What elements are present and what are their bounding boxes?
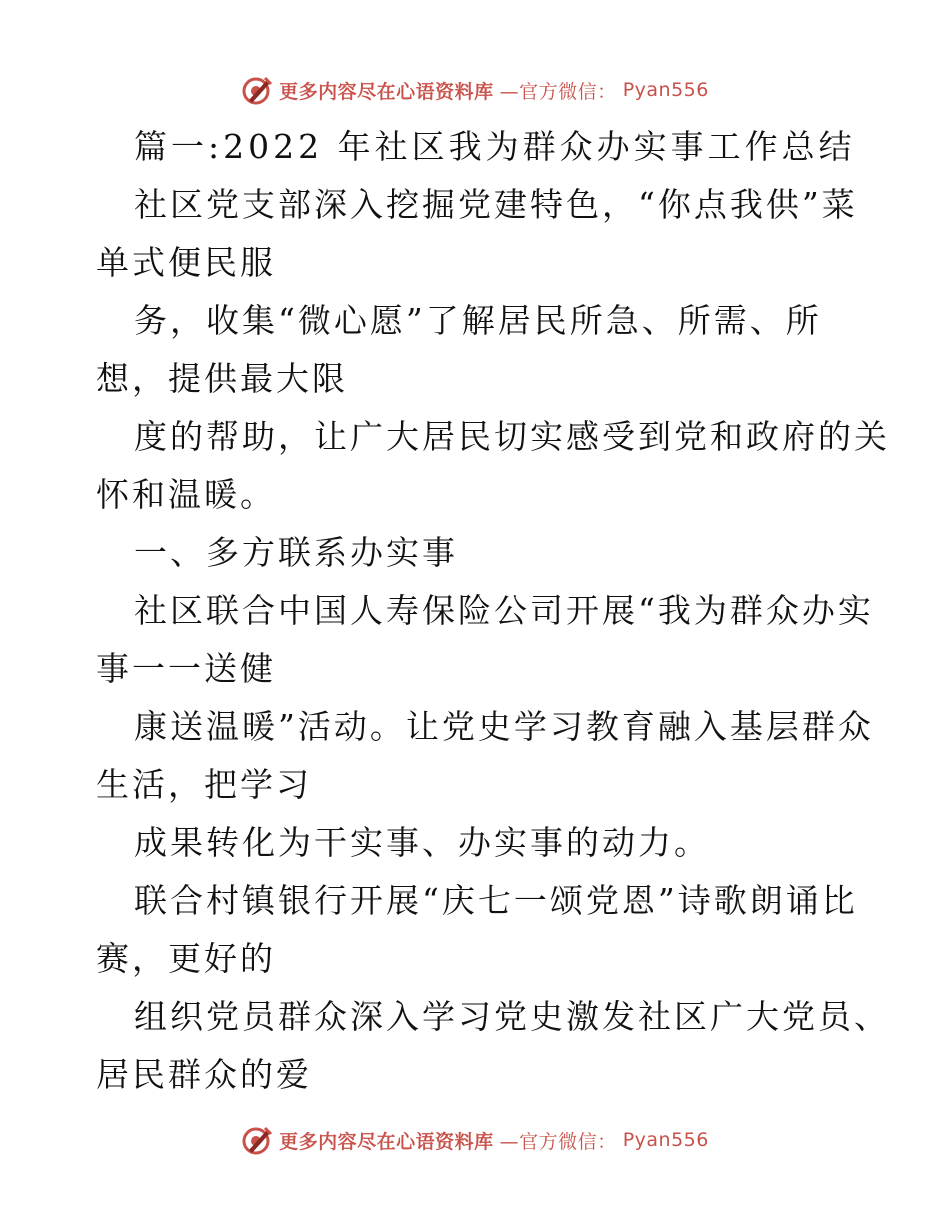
text-line: 单式便民服 xyxy=(96,243,276,282)
text-line: 事一一送健 xyxy=(96,649,276,688)
document-title: 篇一:2022 年社区我为群众办实事工作总结 xyxy=(134,127,856,166)
pen-logo-icon xyxy=(241,1124,273,1156)
text-line: 康送温暖”活动。让党史学习教育融入基层群众 xyxy=(134,707,874,746)
section-heading: 一、多方联系办实事 xyxy=(134,533,458,572)
header-watermark-banner xyxy=(0,70,950,110)
document-body xyxy=(96,118,890,1104)
text-line: 社区联合中国人寿保险公司开展“我为群众办实 xyxy=(134,591,874,630)
footer-watermark-banner xyxy=(0,1120,950,1160)
text-line: 社区党支部深入挖掘党建特色，“你点我供”菜 xyxy=(134,185,858,224)
text-line: 居民群众的爱 xyxy=(96,1055,312,1094)
banner-wechat-id: Pyan556 xyxy=(622,79,709,101)
banner-site-name: 更多内容尽在心语资料库 xyxy=(279,80,494,103)
text-line: 成果转化为干实事、办实事的动力。 xyxy=(134,823,710,862)
text-line: 怀和温暖。 xyxy=(96,475,276,514)
text-line: 度的帮助，让广大居民切实感受到党和政府的关 xyxy=(134,417,890,456)
banner-site-name: 更多内容尽在心语资料库 xyxy=(279,1130,494,1153)
banner-wechat-label: —官方微信： xyxy=(499,1130,617,1153)
text-line: 组织党员群众深入学习党史激发社区广大党员、 xyxy=(134,997,890,1036)
banner-wechat-label: —官方微信： xyxy=(499,80,617,103)
pen-logo-icon xyxy=(241,74,273,106)
text-line: 生活，把学习 xyxy=(96,765,312,804)
text-line: 务，收集“微心愿”了解居民所急、所需、所 xyxy=(134,301,822,340)
text-line: 想，提供最大限 xyxy=(96,359,348,398)
text-line: 联合村镇银行开展“庆七一颂党恩”诗歌朗诵比 xyxy=(134,881,858,920)
text-line: 赛，更好的 xyxy=(96,939,276,978)
banner-wechat-id: Pyan556 xyxy=(622,1129,709,1151)
